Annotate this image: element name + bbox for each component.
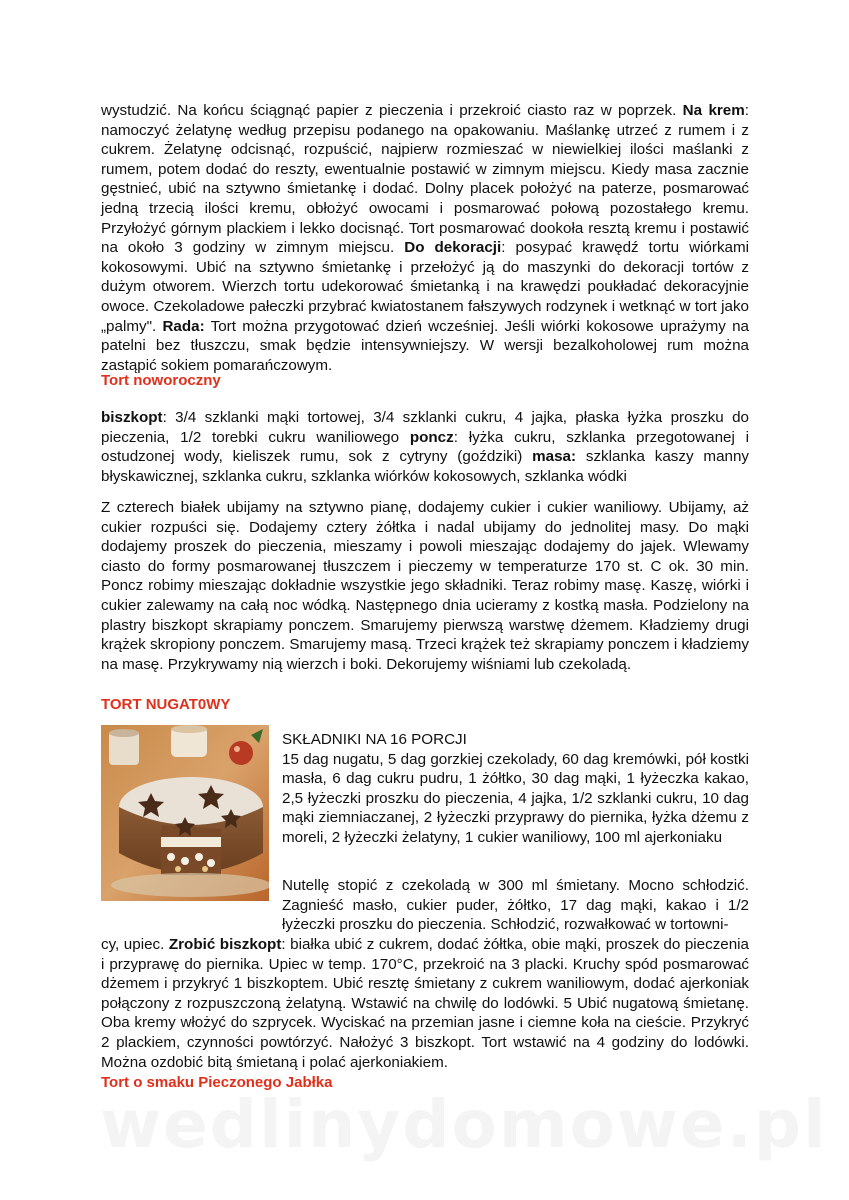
bold-term: Na krem (682, 102, 745, 119)
watermark-logo: wedlinydomowe.pl (100, 1086, 828, 1163)
ingredients-nugatowy: SKŁADNIKI NA 16 PORCJI 15 dag nugatu, 5 dag gorzkiej czekolady, 60 dag kremówki, pół kostki masła, 6 dag cukru pudru, 1 żółtko, 30 dag mąki, 1 łyżeczka kakao, 2,5 łyżeczki proszku do pieczenia, 4 jajka, 1/2 szklanki cukru, 10 dag mąki ziemniaczanej, 2 łyżeczki przyprawy do piernika, łyżka dżemu z moreli, 2 łyżeczki żelatyny, 1 cukier waniliowy, 100 ml ajerkoniaku (282, 731, 749, 846)
bold-term: Zrobić biszkopt (168, 936, 282, 953)
heading-tort-noworoczny: Tort noworoczny (101, 372, 221, 389)
heading-tort-nugatowy: TORT NUGAT0WY (101, 696, 231, 713)
bold-term: masa: (532, 448, 577, 466)
ingredients-title: SKŁADNIKI NA 16 PORCJI (282, 731, 467, 748)
method-noworoczny: Z czterech białek ubijamy na sztywno pianę, dodajemy cukier i cukier waniliowy. Ubijamy, aż cukier rozpuści się. Dodajemy cztery żółtka i nadal ubijamy do jednolitej masy. Do mąki dodajemy proszek do pieczenia, mieszamy i powoli mieszając dodajemy do jajek. Wlewamy ciasto do formy posmarowanej tłuszczem i pieczemy w temperaturze 170 st. C ok. 30 min. Poncz robimy mieszając dokładnie wszystkie jego składniki. Teraz robimy masę. Kaszę, wiórki i cukier zalewamy na całą noc wódką. Następnego dnia ucieramy z kostką masła. Podzielony na plastry biszkopt skrapiamy ponczem. Smarujemy pierwszą warstwę dżemem. Kładziemy drugi krążek skropiony ponczem. Smarujemy masą. Trzeci krążek też skrapiamy ponczem i kładziemy na masę. Przykrywamy nią wierzch i boki. Dekorujemy wiśniami lub czekoladą. (101, 499, 749, 673)
bold-term: Rada: (162, 317, 205, 335)
ingredients-noworoczny: biszkopt: 3/4 szklanki mąki tortowej, 3/4 szklanki cukru, 4 jajka, płaska łyżka proszku do pieczenia, 1/2 torebki cukru waniliowego poncz: łyżka cukru, szklanka przegotowanej i ostudzonej wody, kieliszek rumu, sok z cytryny (goździki) masa: szklanka kaszy manny błyskawicznej, szklanka cukru, szklanka wiórków kokosowych, szklanka wódki (101, 409, 749, 485)
heading-tort-pieczone-jablko: Tort o smaku Pieczonego Jabłka (101, 1074, 333, 1091)
nougat-cake-image (101, 725, 269, 901)
method-nugatowy-top: Nutellę stopić z czekoladą w 300 ml śmietany. Mocno schłodzić. Zagnieść masło, cukier puder, żółtko, 17 dag mąki, kakao i 1/2 łyżeczki proszku do pieczenia. Schłodzić, rozwałkować w tortowni- (282, 877, 749, 934)
bold-term: poncz (409, 428, 454, 446)
bold-term: biszkopt (101, 409, 163, 426)
bold-term: Do dekoracji (404, 239, 502, 257)
intro-paragraph: wystudzić. Na końcu ściągnąć papier z pieczenia i przekroić ciasto raz w poprzek. Na krem: namoczyć żelatynę według przepisu podanego na opakowaniu. Maślankę utrzeć z rumem i z cukrem. Żelatynę odcisnąć, rozpuścić, najpierw rozmieszać w niewielkiej ilości maślanki z rumem, potem dodać do reszty, ewentualnie postawić w zimnym miejscu. Kiedy masa zacznie gęstnieć, ubić na sztywno śmietankę i dodać. Dolny placek położyć na paterze, posmarować jedną trzecią ilości kremu, obłożyć owocami i posmarować połową pozostałego kremu. Przyłożyć górnym plackiem i lekko docisnąć. Tort posmarować dookoła resztą kremu i postawić na około 3 godziny w zimnym miejscu. Do dekoracji: posypać krawędź tortu wiórkami kokosowymi. Ubić na sztywno śmietankę i przełożyć ją do maszynki do dekoracji tortów z dużym otworem. Wierzch tortu udekorować śmietanką i na krawędzi poukładać dekoracyjnie owoce. Czekoladowe pałeczki przybrać kwiatostanem fałszywych rodzynek i wetknąć w tort jako „palmy". Rada: Tort można przygotować dzień wcześniej. Jeśli wiórki kokosowe uprażymy na patelni bez tłuszczu, smak będzie intensywniejszy. W wersji bezalkoholowej rum można zastąpić sokiem pomarańczowym. (101, 102, 750, 374)
method-nugatowy-bottom: cy, upiec. Zrobić biszkopt: białka ubić z cukrem, dodać żółtka, obie mąki, proszek do pieczenia i przyprawę do piernika. Upiec w temp. 170°C, przekroić na 3 placki. Kruchy spód posmarować dżemem i przykryć 1 biszkoptem. Ubić resztę śmietany z cukrem waniliowym, dodać ajerkoniak połączony z rozpuszczoną żelatyną. Wstawić na chwilę do lodówki. 5 Ubić nugatową śmietanę. Oba kremy włożyć do szprycek. Wyciskać na przemian jasne i ciemne koła na cieście. Przykryć 2 plackiem, czynności powtórzyć. Nałożyć 3 biszkopt. Tort wstawić na 4 godziny do lodówki. Można ozdobić bitą śmietaną i polać ajerkoniakiem. (101, 936, 749, 1071)
cake-photo (101, 725, 269, 901)
